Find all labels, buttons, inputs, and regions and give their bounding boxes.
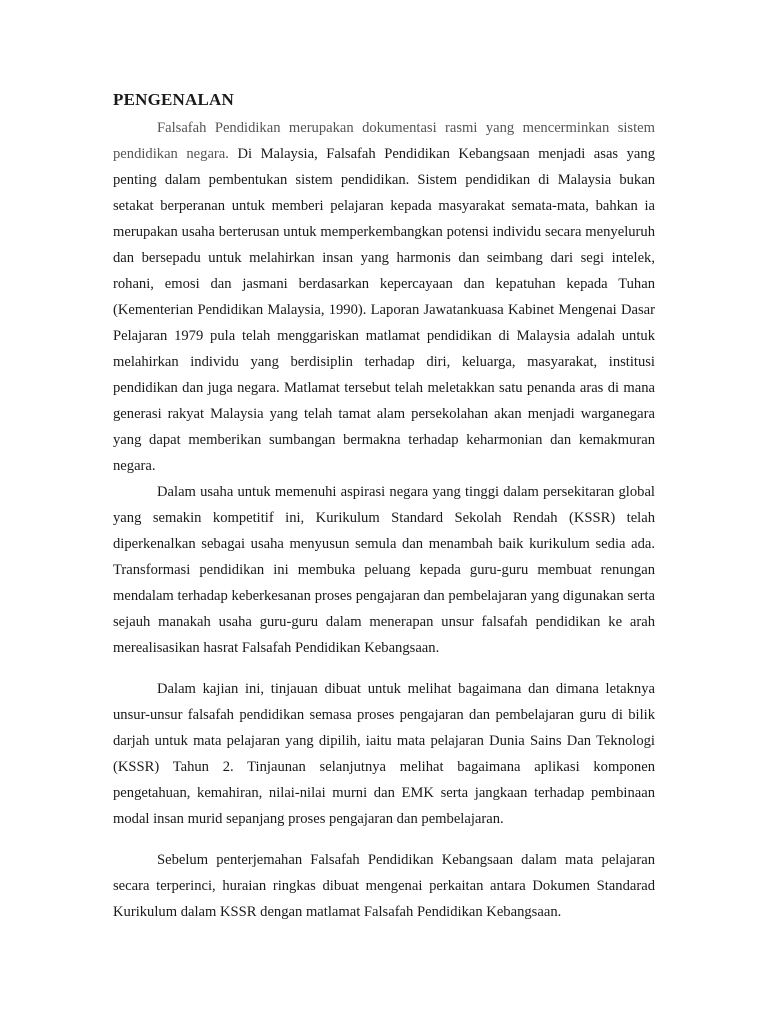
paragraph-lead-sentence: Falsafah Pendidikan merupakan dokumentasi rasmi yang mencerminkan sistem pendidikan negara. (113, 120, 655, 162)
paragraph-kssr: Dalam usaha untuk memenuhi aspirasi negara yang tinggi dalam persekitaran global yang semakin kompetitif ini, Kurikulum Standard Sekolah Rendah (KSSR) telah diperkenalkan sebagai usaha menyusun semula dan menambah baik kurikulum sedia ada. Transformasi pendidikan ini membuka peluang kepada guru-guru membuat renungan mendalam terhadap keberkesanan proses pengajaran dan pembelajaran yang digunakan serta sejauh manakah usaha guru-guru dalam menerapan unsur falsafah pendidikan ke arah merealisasikan hasrat Falsafah Pendidikan Kebangsaan. (113, 484, 655, 656)
paragraph-body: Di Malaysia, Falsafah Pendidikan Kebangsaan menjadi asas yang penting dalam pembentukan sistem pendidikan. Sistem pendidikan di Malaysia bukan setakat berperanan untuk memberi pelajaran kepada masyarakat semata-mata, bahkan ia merupakan usaha berterusan untuk memperkembangkan potensi individu secara menyeluruh dan bersepadu untuk melahirkan insan yang harmonis dan seimbang dari segi intelek, rohani, emosi dan jasmani berdasarkan kepercayaan dan kepatuhan kepada Tuhan (Kementerian Pendidikan Malaysia, 1990). Laporan Jawatankuasa Kabinet Mengenai Dasar Pelajaran 1979 pula telah menggariskan matlamat pendidikan di Malaysia adalah untuk melahirkan individu yang berdisiplin terhadap diri, keluarga, masyarakat, institusi pendidikan dan juga negara. Matlamat tersebut telah meletakkan satu penanda aras di mana generasi rakyat Malaysia yang telah tamat alam persekolahan akan menjadi warganegara yang dapat memberikan sumbangan bermakna terhadap keharmonian dan kemakmuran negara. (113, 146, 655, 474)
paragraph-summary: Sebelum penterjemahan Falsafah Pendidikan Kebangsaan dalam mata pelajaran secara terperinci, huraian ringkas dibuat mengenai perkaitan antara Dokumen Standarad Kurikulum dalam KSSR dengan matlamat Falsafah Pendidikan Kebangsaan. (113, 852, 655, 920)
paragraph-introduction (113, 115, 655, 479)
paragraph-study-scope: Dalam kajian ini, tinjauan dibuat untuk melihat bagaimana dan dimana letaknya unsur-unsur falsafah pendidikan semasa proses pengajaran dan pembelajaran guru di bilik darjah untuk mata pelajaran yang dipilih, iaitu mata pelajaran Dunia Sains Dan Teknologi (KSSR) Tahun 2. Tinjaunan selanjutnya melihat bagaimana aplikasi komponen pengetahuan, kemahiran, nilai-nilai murni dan EMK serta jangkaan terhadap pembinaan modal insan murid sepanjang proses pengajaran dan pembelajaran. (113, 681, 655, 827)
section-heading: PENGENALAN (113, 90, 235, 109)
